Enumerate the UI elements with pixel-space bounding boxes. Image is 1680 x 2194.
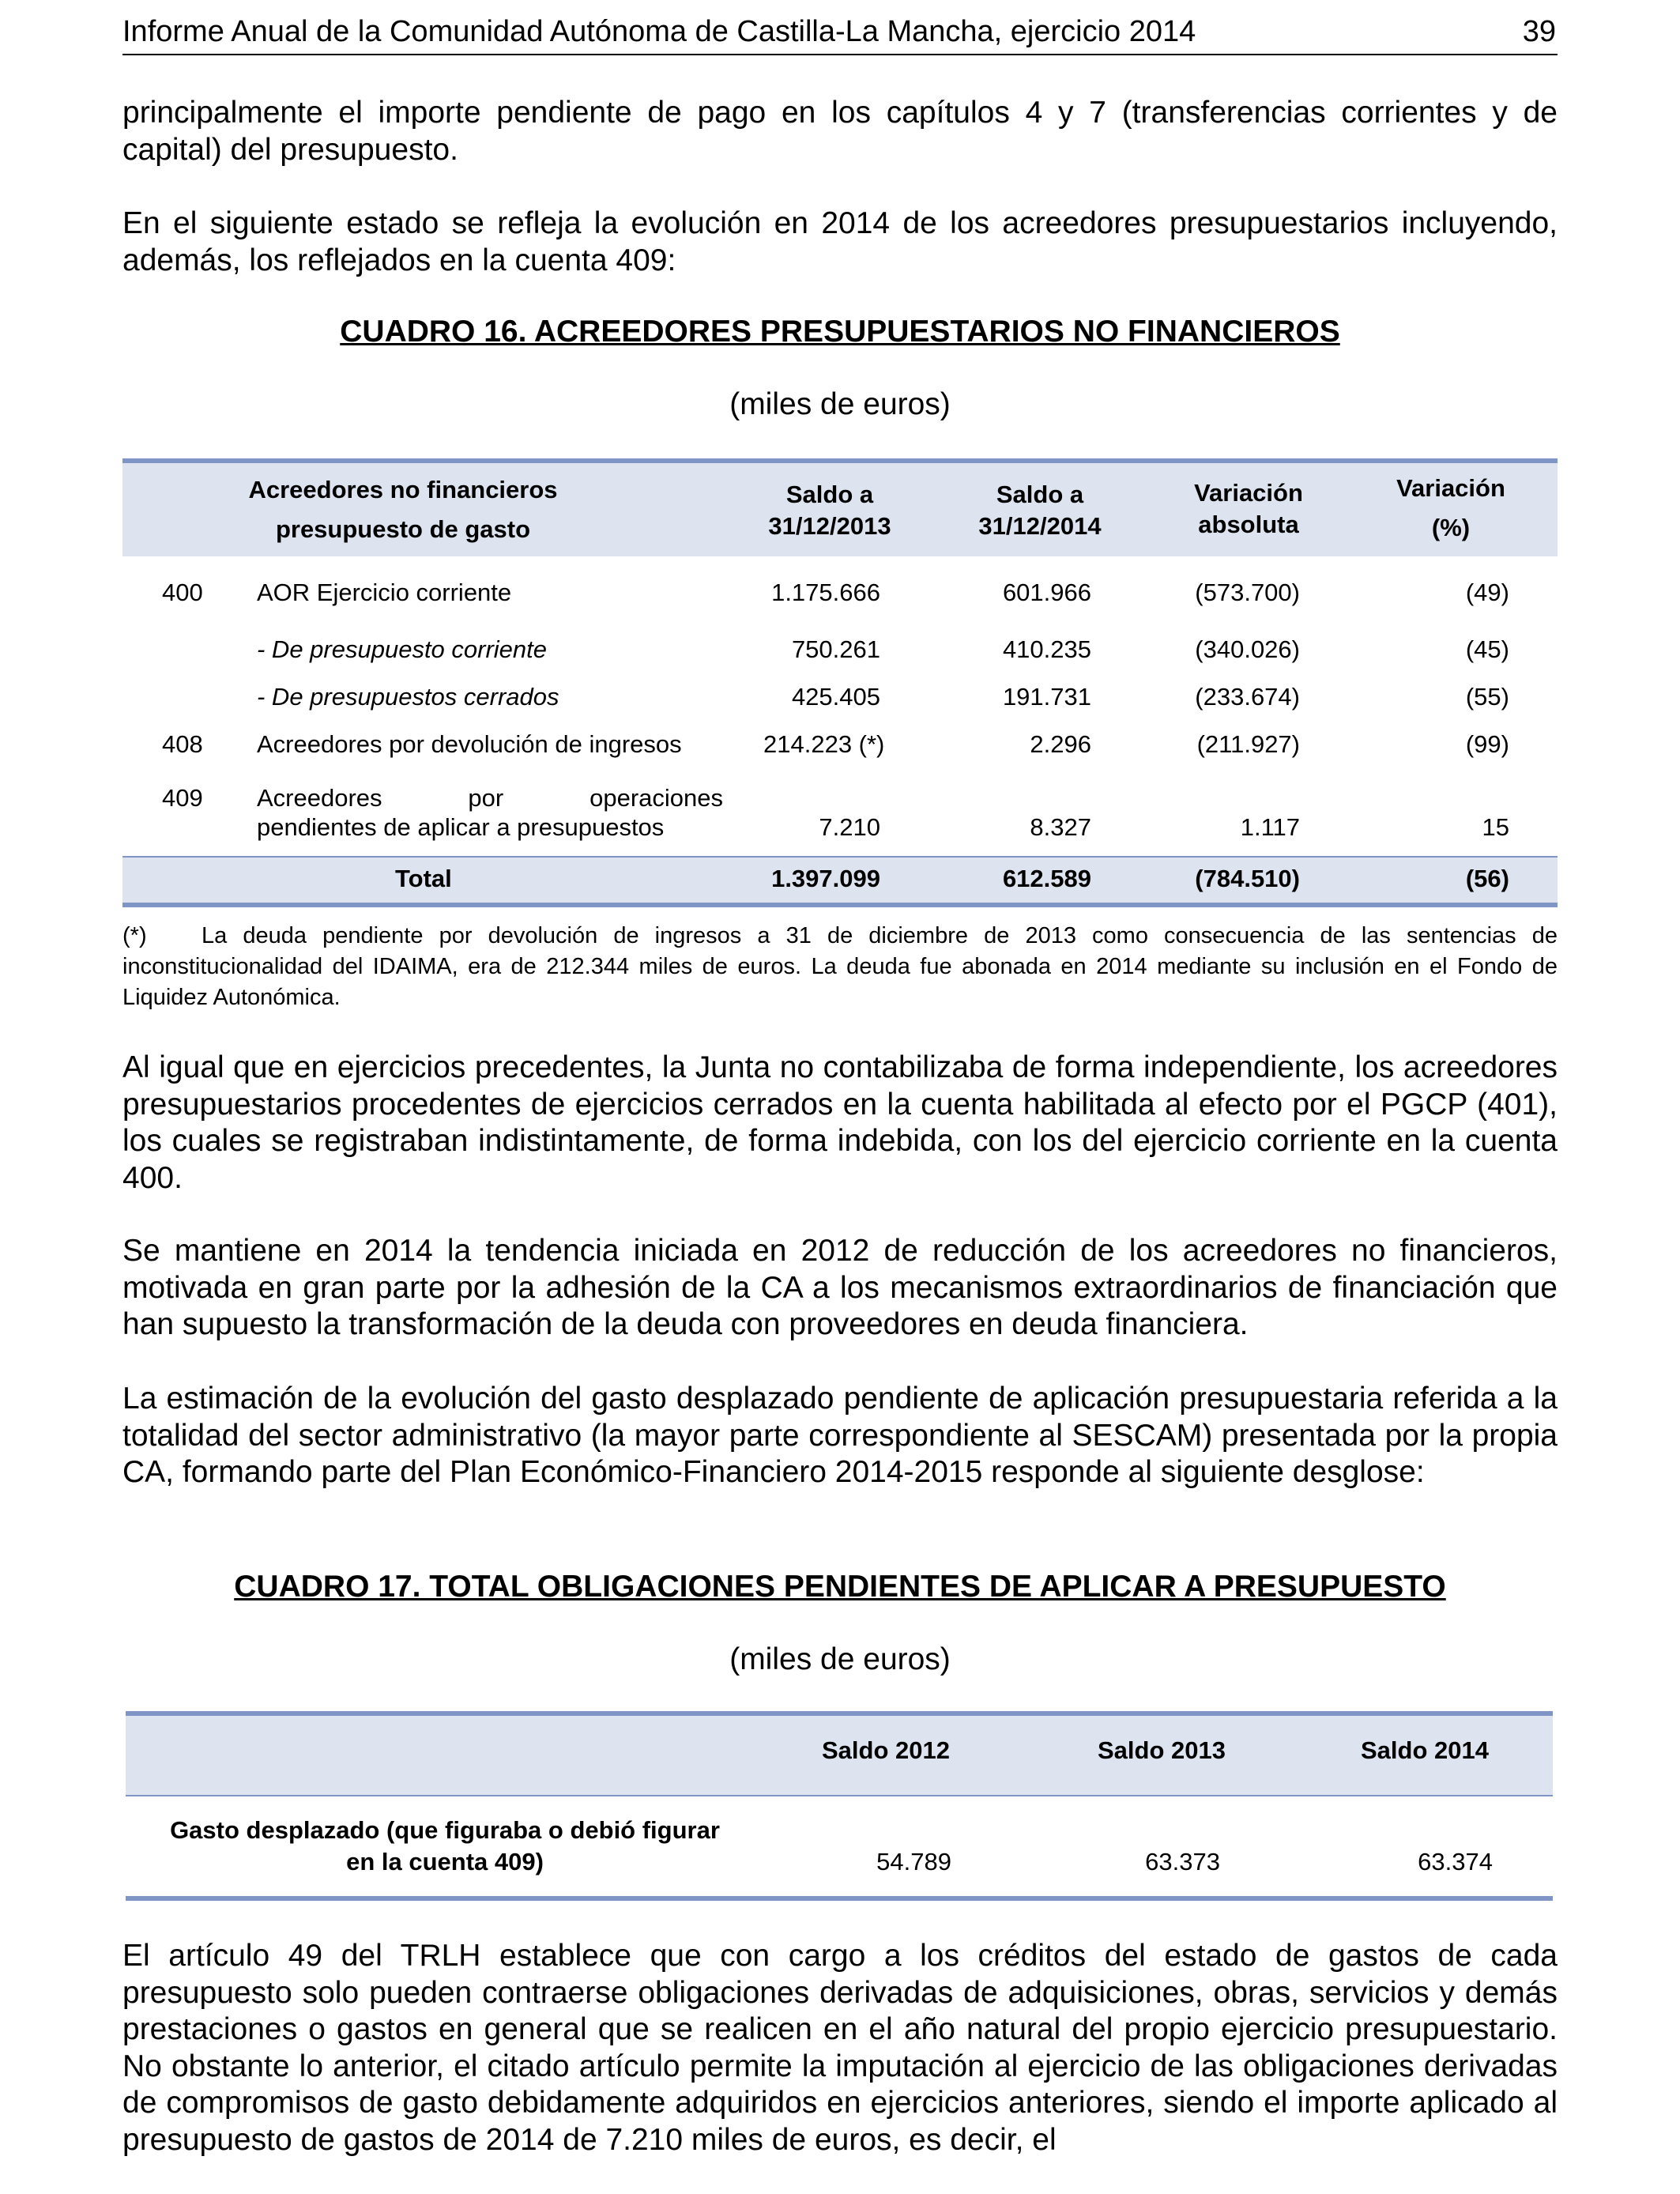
cuadro17-title: CUADRO 17. TOTAL OBLIGACIONES PENDIENTES DE APLICAR A PRESUPUESTO xyxy=(234,1570,1446,1604)
row-saldo2014: 2.296 xyxy=(1030,730,1091,758)
cuadro17-units: (miles de euros) xyxy=(729,1642,951,1676)
row-concept-line1: Gasto desplazado (que figuraba o debió figurar xyxy=(170,1816,720,1844)
row-var-abs: (340.026) xyxy=(1195,635,1300,663)
row-code: 408 xyxy=(162,730,203,758)
col-header-var-pct xyxy=(1376,473,1526,544)
row-var-abs: (233.674) xyxy=(1195,683,1300,711)
row-code: 400 xyxy=(162,579,203,606)
col-header-saldo2014: Saldo 2014 xyxy=(1361,1736,1489,1764)
col-header-saldo2014 xyxy=(965,479,1115,542)
row-saldo2013: 750.261 xyxy=(791,635,880,663)
col-header-saldo2013 xyxy=(755,479,905,542)
row-saldo2012: 54.789 xyxy=(876,1848,951,1875)
row-saldo2014: 191.731 xyxy=(1002,683,1091,711)
row-var-pct: (99) xyxy=(1465,730,1509,758)
row-saldo2014: 410.235 xyxy=(1002,635,1091,663)
paragraph-1: principalmente el importe pendiente de pago en los capítulos 4 y 7 (transferencias corrientes y de capital) del presupuesto. xyxy=(122,96,1558,167)
col-header-saldo2014-line2: 31/12/2014 xyxy=(978,512,1102,540)
row-var-pct: (45) xyxy=(1465,635,1509,663)
row-saldo2014: 8.327 xyxy=(1030,813,1091,841)
row-saldo2014: 63.374 xyxy=(1418,1848,1493,1875)
row-saldo2013: 1.175.666 xyxy=(771,579,880,606)
row-concept-line2: pendientes de aplicar a presupuestos xyxy=(257,813,665,841)
paragraph-2: En el siguiente estado se refleja la evolución en 2014 de los acreedores presupuestarios incluyendo, además, los reflejados en la cuenta 409: xyxy=(122,206,1558,277)
paragraph-6: El artículo 49 del TRLH establece que con cargo a los créditos del estado de gastos de cada presupuesto solo pueden contraerse obligaciones derivadas de adquisiciones, obras, servicios y demás prestaciones o gastos en general que se realicen en el año natural del propio ejercicio presupuestario. No obstante lo anterior, el citado artículo permite la imputación al ejercicio de las obligaciones derivadas de compromisos de gasto debidamente adquiridos en ejercicios anteriores, siendo el importe aplicado al presupuesto de gastos de 2014 de 7.210 miles de euros, es decir, el xyxy=(122,1939,1558,2157)
header-title: Informe Anual de la Comunidad Autónoma de Castilla-La Mancha, ejercicio 2014 xyxy=(122,15,1196,48)
col-header-saldo2014-line1: Saldo a xyxy=(996,481,1084,508)
col-header-saldo2013-line2: 31/12/2013 xyxy=(768,512,891,540)
row-concept xyxy=(126,1815,764,1878)
total-var-abs: (784.510) xyxy=(1195,865,1300,892)
row-concept-line2: en la cuenta 409) xyxy=(346,1848,544,1875)
cuadro16-units: (miles de euros) xyxy=(729,387,951,421)
col-header-var-pct-line2: (%) xyxy=(1431,514,1471,541)
col-header-saldo2013-line1: Saldo a xyxy=(785,481,874,508)
row-concept: Acreedores por devolución de ingresos xyxy=(257,730,682,758)
row-var-abs: (211.927) xyxy=(1196,730,1300,758)
table-total-row xyxy=(122,856,1558,907)
row-var-pct: (49) xyxy=(1465,579,1509,606)
row-var-abs: 1.117 xyxy=(1240,813,1300,841)
paragraph-4: Se mantiene en 2014 la tendencia iniciada en 2012 de reducción de los acreedores no financieros, motivada en gran parte por la adhesión de la CA a los mecanismos extraordinarios de financiación que han supuesto la transformación de la deuda con proveedores en deuda financiera. xyxy=(122,1234,1558,1341)
row-concept-line1: Acreedores por operaciones xyxy=(257,784,723,812)
col-header-concept-line1: Acreedores no financieros xyxy=(248,476,558,503)
row-var-abs: (573.700) xyxy=(1195,579,1300,606)
row-saldo2013: 63.373 xyxy=(1145,1848,1220,1875)
cuadro16-title: CUADRO 16. ACREEDORES PRESUPUESTARIOS NO FINANCIEROS xyxy=(340,315,1340,349)
cuadro16-table xyxy=(122,458,1558,909)
row-concept: AOR Ejercicio corriente xyxy=(257,579,512,606)
col-header-var-abs xyxy=(1173,477,1324,541)
footnote-mark: (*) xyxy=(122,923,147,948)
col-header-var-pct-line1: Variación xyxy=(1396,474,1505,502)
row-concept: - De presupuesto corriente xyxy=(257,635,548,663)
row-code: 409 xyxy=(162,784,203,812)
col-header-concept xyxy=(217,474,589,545)
row-var-pct: (55) xyxy=(1465,683,1509,711)
col-header-var-abs-line1: Variación xyxy=(1194,479,1303,507)
page-number: 39 xyxy=(1522,15,1556,48)
total-saldo2014: 612.589 xyxy=(1002,865,1091,892)
row-saldo2013: 214.223 (*) xyxy=(763,730,885,758)
col-header-saldo2012: Saldo 2012 xyxy=(822,1736,950,1764)
total-var-pct: (56) xyxy=(1465,865,1509,892)
running-header xyxy=(122,9,1558,55)
col-header-var-abs-line2: absoluta xyxy=(1198,511,1299,538)
row-saldo2013: 425.405 xyxy=(791,683,880,711)
cuadro17-table xyxy=(126,1711,1553,1905)
col-header-concept-line2: presupuesto de gasto xyxy=(275,515,531,543)
col-header-saldo2013: Saldo 2013 xyxy=(1098,1736,1226,1764)
table-bottom-rule xyxy=(126,1896,1553,1901)
paragraph-5: La estimación de la evolución del gasto desplazado pendiente de aplicación presupuestaria referida a la totalidad del sector administrativo (la mayor parte correspondiente al SESCAM) presentada por la propia CA, formando parte del Plan Económico-Financiero 2014-2015 responde al siguiente desglose: xyxy=(122,1382,1558,1489)
cuadro16-footnote xyxy=(122,921,1558,1013)
total-label: Total xyxy=(395,865,452,892)
row-concept: - De presupuestos cerrados xyxy=(257,683,559,711)
footnote-text: La deuda pendiente por devolución de ingresos a 31 de diciembre de 2013 como consecuencia de las sentencias de inconstitucionalidad del IDAIMA, era de 212.344 miles de euros. La deuda fue abonada en 2014 mediante su inclusión en el Fondo de Liquidez Autonómica. xyxy=(122,923,1558,1010)
paragraph-3: Al igual que en ejercicios precedentes, la Junta no contabilizaba de forma independiente, los acreedores presupuestarios procedentes de ejercicios cerrados en la cuenta habilitada al efecto por el PGCP (401), los cuales se registraban indistintamente, de forma indebida, con los del ejercicio corriente en la cuenta 400. xyxy=(122,1050,1558,1195)
total-saldo2013: 1.397.099 xyxy=(771,865,880,892)
row-saldo2014: 601.966 xyxy=(1002,579,1091,606)
row-saldo2013: 7.210 xyxy=(819,813,880,841)
row-var-pct: 15 xyxy=(1482,813,1509,841)
